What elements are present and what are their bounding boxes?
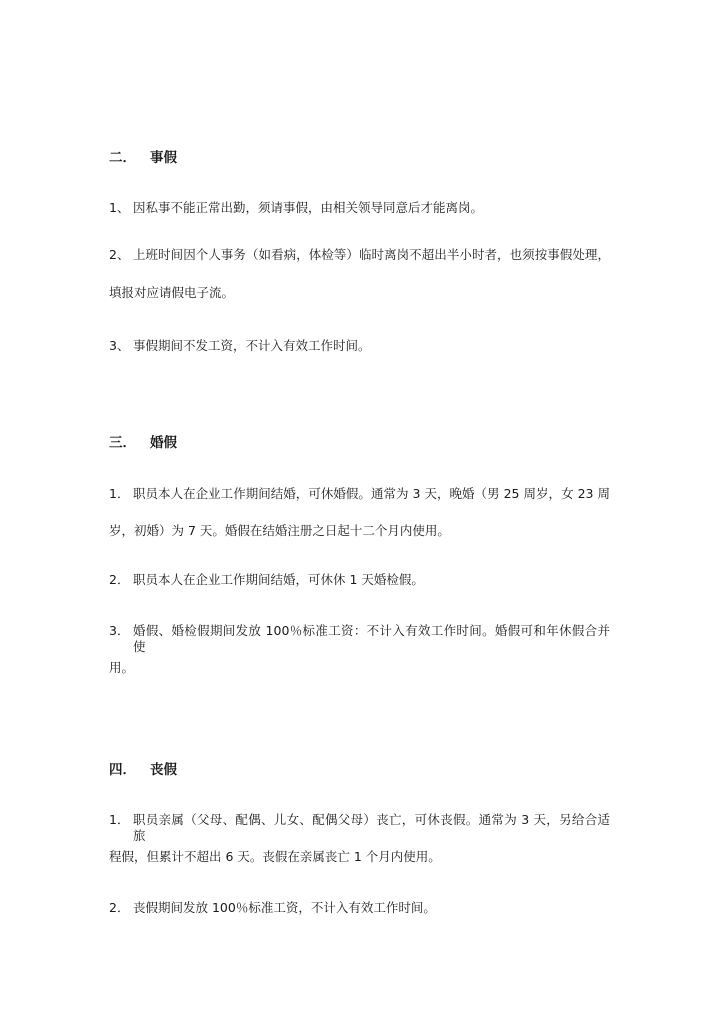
heading-title: 丧假 (150, 762, 177, 778)
item-text: 因私事不能正常出勤，须请事假，由相关领导同意后才能离岗。 (133, 200, 484, 215)
item-text: 丧假期间发放 100％标准工资，不计入有效工作时间。 (133, 900, 436, 915)
item-number: 3、 (109, 338, 130, 353)
item-number: 1． (109, 486, 130, 501)
item-number: 3． (109, 623, 130, 638)
item-text: 上班时间因个人事务（如看病，体检等）临时离岗不超出半小时者，也须按事假处理， (133, 247, 610, 262)
item-number: 2． (109, 572, 130, 587)
item-text: 职员亲属（父母、配偶、儿女、配偶父母）丧亡，可休丧假。通常为 3 天，另给合适旅 (133, 812, 610, 843)
section-heading (109, 435, 177, 451)
heading-number: 三． (109, 435, 136, 451)
heading-number: 四． (109, 762, 136, 778)
item-text: 职员本人在企业工作期间结婚，可休休 1 天婚检假。 (133, 572, 424, 587)
heading-number: 二． (109, 150, 136, 166)
item-text: 职员本人在企业工作期间结婚，可休婚假。通常为 3 天，晚婚（男 25 周岁，女 23 周 (133, 486, 610, 501)
item-text-continued: 程假，但累计不超出 6 天。丧假在亲属丧亡 1 个月内使用。 (109, 849, 441, 864)
heading-title: 婚假 (150, 435, 177, 451)
section-heading (109, 762, 177, 778)
item-number: 1． (109, 812, 130, 827)
item-number: 2． (109, 900, 130, 915)
item-text-continued: 岁，初婚）为 7 天。婚假在结婚注册之日起十二个月内使用。 (109, 523, 450, 538)
item-text-continued: 填报对应请假电子流。 (109, 285, 235, 300)
section-heading (109, 150, 177, 166)
item-text: 事假期间不发工资，不计入有效工作时间。 (133, 338, 371, 353)
item-number: 2、 (109, 247, 130, 262)
item-number: 1、 (109, 200, 130, 215)
item-text-continued: 用。 (109, 660, 135, 675)
item-text: 婚假、婚检假期间发放 100％标准工资：不计入有效工作时间。婚假可和年休假合并使 (133, 623, 610, 654)
heading-title: 事假 (150, 150, 177, 166)
